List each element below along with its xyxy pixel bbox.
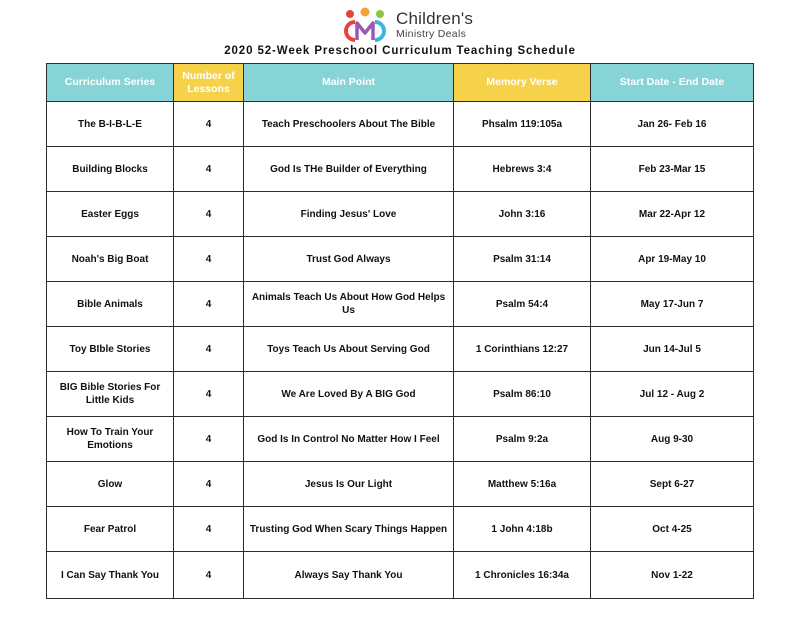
table-row [47, 192, 754, 237]
logo-head-orange [361, 8, 370, 17]
cell-lessons: 4 [174, 327, 244, 372]
cell-main-point: God Is THe Builder of Everything [244, 147, 454, 192]
cell-memory-verse: Phsalm 119:105a [454, 102, 591, 147]
table-row [47, 102, 754, 147]
cell-lessons: 4 [174, 192, 244, 237]
cell-dates: Oct 4-25 [591, 507, 754, 552]
cell-memory-verse: Matthew 5:16a [454, 462, 591, 507]
cell-series: The B-I-B-L-E [47, 102, 174, 147]
cell-main-point: Trust God Always [244, 237, 454, 282]
cell-lessons: 4 [174, 147, 244, 192]
cell-lessons: 4 [174, 372, 244, 417]
childrens-ministry-deals-logo [338, 6, 473, 44]
header-curriculum-series: Curriculum Series [47, 64, 174, 102]
cell-memory-verse: Psalm 9:2a [454, 417, 591, 462]
cell-series: Glow [47, 462, 174, 507]
cell-memory-verse: 1 John 4:18b [454, 507, 591, 552]
logo-title: Children's [396, 9, 474, 29]
table-row [47, 237, 754, 282]
cell-lessons: 4 [174, 237, 244, 282]
table-row [47, 372, 754, 417]
cell-lessons: 4 [174, 552, 244, 599]
cell-series: Toy BIble Stories [47, 327, 174, 372]
logo-wordmark [396, 10, 473, 40]
cell-series: BIG Bible Stories For Little Kids [47, 372, 174, 417]
cell-dates: Apr 19-May 10 [591, 237, 754, 282]
header-main-point: Main Point [244, 64, 454, 102]
header-memory-verse: Memory Verse [454, 64, 591, 102]
cell-series: Building Blocks [47, 147, 174, 192]
cell-series: Fear Patrol [47, 507, 174, 552]
cell-lessons: 4 [174, 417, 244, 462]
logo-letter-m [357, 23, 373, 40]
cell-main-point: Finding Jesus' Love [244, 192, 454, 237]
header-number-of-lessons: Number of Lessons [174, 64, 244, 102]
cell-dates: Sept 6-27 [591, 462, 754, 507]
cell-dates: Jun 14-Jul 5 [591, 327, 754, 372]
cell-series: Bible Animals [47, 282, 174, 327]
logo-letter-c [346, 22, 355, 40]
cell-memory-verse: Psalm 54:4 [454, 282, 591, 327]
cell-dates: Jan 26- Feb 16 [591, 102, 754, 147]
table-row [47, 282, 754, 327]
cmd-logo-icon [338, 6, 392, 44]
cell-dates: May 17-Jun 7 [591, 282, 754, 327]
cell-memory-verse: Psalm 86:10 [454, 372, 591, 417]
curriculum-schedule-table [46, 63, 754, 599]
cell-dates: Nov 1-22 [591, 552, 754, 599]
cell-main-point: Trusting God When Scary Things Happen [244, 507, 454, 552]
cell-main-point: Jesus Is Our Light [244, 462, 454, 507]
logo-subtitle: Ministry Deals [396, 28, 467, 41]
cell-memory-verse: 1 Chronicles 16:34a [454, 552, 591, 599]
cell-main-point: Animals Teach Us About How God Helps Us [244, 282, 454, 327]
cell-series: How To Train Your Emotions [47, 417, 174, 462]
cell-main-point: Teach Preschoolers About The Bible [244, 102, 454, 147]
table-row [47, 417, 754, 462]
table-row [47, 462, 754, 507]
document-title: 2020 52-Week Preschool Curriculum Teaching Schedule [224, 45, 576, 57]
logo-head-red [346, 10, 354, 18]
cell-dates: Aug 9-30 [591, 417, 754, 462]
table-row [47, 327, 754, 372]
table-row [47, 507, 754, 552]
cell-lessons: 4 [174, 462, 244, 507]
cell-main-point: Toys Teach Us About Serving God [244, 327, 454, 372]
header-dates: Start Date - End Date [591, 64, 754, 102]
cell-memory-verse: John 3:16 [454, 192, 591, 237]
cell-dates: Mar 22-Apr 12 [591, 192, 754, 237]
table-header-row [47, 64, 754, 102]
table-row [47, 552, 754, 599]
cell-main-point: God Is In Control No Matter How I Feel [244, 417, 454, 462]
cell-lessons: 4 [174, 507, 244, 552]
cell-series: Noah's Big Boat [47, 237, 174, 282]
cell-main-point: Always Say Thank You [244, 552, 454, 599]
cell-lessons: 4 [174, 102, 244, 147]
cell-dates: Jul 12 - Aug 2 [591, 372, 754, 417]
logo-letter-d [375, 22, 384, 40]
cell-series: I Can Say Thank You [47, 552, 174, 599]
cell-memory-verse: Psalm 31:14 [454, 237, 591, 282]
cell-memory-verse: Hebrews 3:4 [454, 147, 591, 192]
cell-lessons: 4 [174, 282, 244, 327]
cell-series: Easter Eggs [47, 192, 174, 237]
cell-dates: Feb 23-Mar 15 [591, 147, 754, 192]
cell-memory-verse: 1 Corinthians 12:27 [454, 327, 591, 372]
cell-main-point: We Are Loved By A BIG God [244, 372, 454, 417]
logo-head-green [376, 10, 384, 18]
table-row [47, 147, 754, 192]
